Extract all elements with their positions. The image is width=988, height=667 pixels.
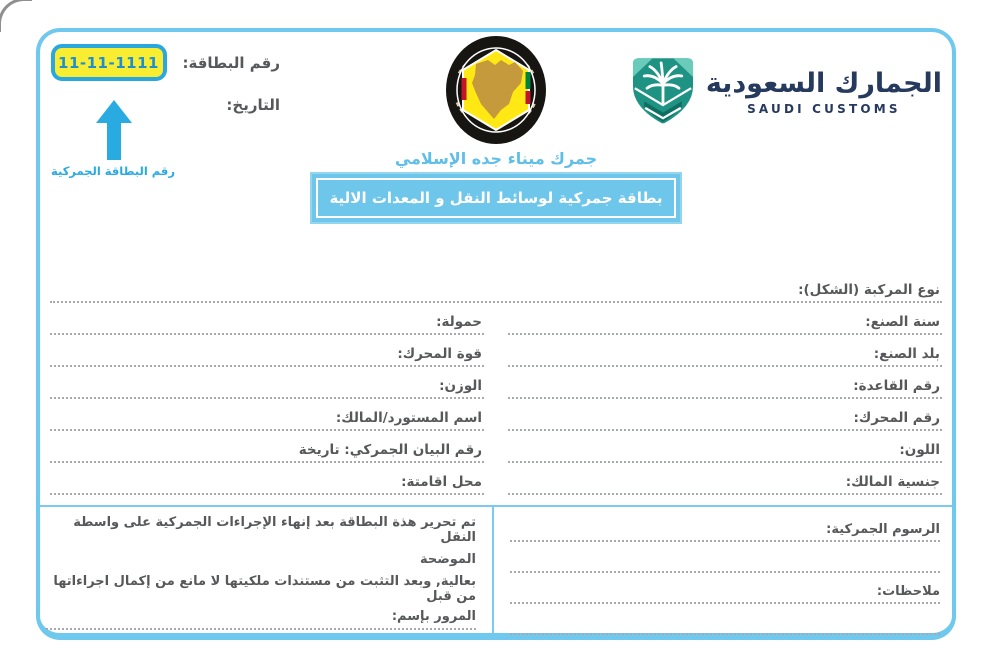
field-manufacture-country (508, 339, 942, 367)
field-vehicle-type (50, 275, 942, 303)
field-color (508, 435, 942, 463)
saudi-customs-brand (633, 58, 942, 128)
field-label: سنة الصنع: (865, 314, 940, 330)
statement-name-line: المرور بإسم: (46, 604, 476, 630)
date-label: التاريخ: (226, 96, 280, 114)
field-weight (50, 371, 484, 399)
field-importer-name (50, 403, 484, 431)
field-label: رقم المحرك: (853, 410, 940, 426)
field-blank-line (510, 608, 940, 635)
field-label: قوة المحرك: (397, 346, 482, 362)
field-label: اسم المستورد/المالك: (335, 410, 482, 426)
document-title: بطاقة جمركية لوسائط النقل و المعدات الالية (329, 189, 663, 207)
footer-section (40, 505, 952, 633)
field-label: الرسوم الجمركية: (826, 522, 940, 537)
customs-card (36, 28, 956, 640)
port-name: جمرك ميناء جده الإسلامي (394, 149, 598, 168)
field-chassis-number (508, 371, 942, 399)
form-row (50, 467, 942, 499)
form-row (50, 403, 942, 435)
field-engine-number (508, 403, 942, 431)
brand-name-english: SAUDI CUSTOMS (747, 101, 901, 116)
brand-wordmark (706, 70, 942, 115)
document-title-box (310, 172, 682, 224)
field-label: اللون: (899, 442, 940, 458)
brand-name-arabic: الجمارك السعودية (705, 68, 942, 100)
statement-line: بعالية, وبعد التثبت من مستندات ملكيتها لا مانع من إكمال اجراءاتها من قبل (53, 574, 476, 604)
field-engine-power (50, 339, 484, 367)
field-owner-nationality (508, 467, 942, 495)
statement-pane (40, 507, 492, 633)
form-row (50, 435, 942, 467)
saudi-customs-shield-icon (633, 58, 693, 128)
form-row (50, 307, 942, 339)
field-notes (510, 577, 940, 604)
statement-line: الموضحة (419, 552, 476, 567)
card-number-value: 11-11-1111 (58, 53, 159, 72)
field-label: الوزن: (439, 378, 482, 394)
card-number-highlight (51, 44, 167, 81)
field-label: ملاحظات: (876, 584, 940, 599)
field-residence (50, 467, 484, 495)
card-meta (48, 44, 280, 178)
field-label: جنسية المالك: (845, 474, 940, 490)
field-manufacture-year (508, 307, 942, 335)
field-label: نوع المركبة (الشكل): (798, 282, 940, 298)
card-number-row (48, 44, 280, 81)
date-row (48, 95, 280, 114)
vehicle-form (50, 275, 942, 499)
document-title-frame (316, 178, 676, 218)
field-label: رقم القاعدة: (853, 378, 940, 394)
gcc-emblem-icon (444, 34, 548, 150)
form-row (50, 339, 942, 371)
field-label: بلد الصنع: (873, 346, 940, 362)
fees-notes-pane (492, 507, 952, 633)
field-label: محل اقامتة: (401, 474, 482, 490)
statement-line: تم تحرير هذة البطاقة بعد إنهاء الإجراءات الجمركية على واسطة النقل (73, 515, 476, 545)
card-number-label: رقم البطاقة: (182, 53, 280, 72)
field-blank-line (510, 546, 940, 573)
field-load (50, 307, 484, 335)
form-row (50, 371, 942, 403)
field-customs-fees (510, 515, 940, 542)
field-label: حمولة: (436, 314, 482, 330)
field-label: رقم البيان الجمركي: تاريخة (298, 442, 482, 458)
page-corner-decoration (0, 0, 32, 32)
card-number-caption: رقم البطاقة الجمركية (51, 164, 175, 178)
field-declaration-number (50, 435, 484, 463)
